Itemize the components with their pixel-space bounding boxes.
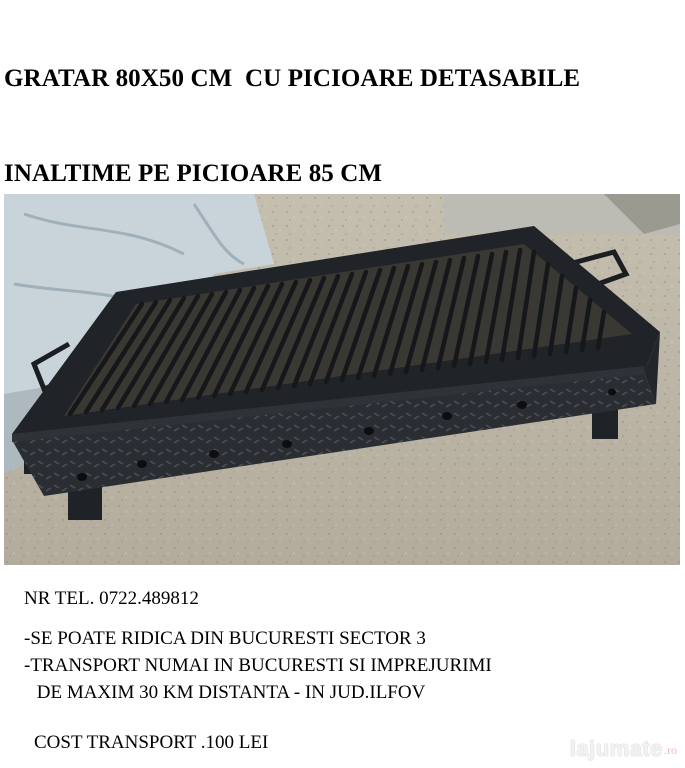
phone-number: NR TEL. 0722.489812: [24, 588, 199, 609]
transport-cost: COST TRANSPORT .100 LEI: [34, 732, 269, 753]
site-watermark: [570, 736, 677, 762]
watermark-brand: lajumate: [569, 736, 663, 761]
pickup-note: -SE POATE RIDICA DIN BUCURESTI SECTOR 3: [24, 628, 426, 649]
headline-line: INALTIME PE PICIOARE 85 CM: [4, 159, 383, 187]
watermark-tld: .ro: [664, 743, 677, 757]
grill-photo: [4, 194, 680, 565]
transport-distance-note: DE MAXIM 30 KM DISTANTA - IN JUD.ILFOV: [32, 682, 426, 703]
transport-note: -TRANSPORT NUMAI IN BUCURESTI SI IMPREJURIMI: [24, 655, 492, 676]
headline-line: GRATAR 80X50 CM CU PICIOARE DETASABILE: [4, 65, 581, 92]
